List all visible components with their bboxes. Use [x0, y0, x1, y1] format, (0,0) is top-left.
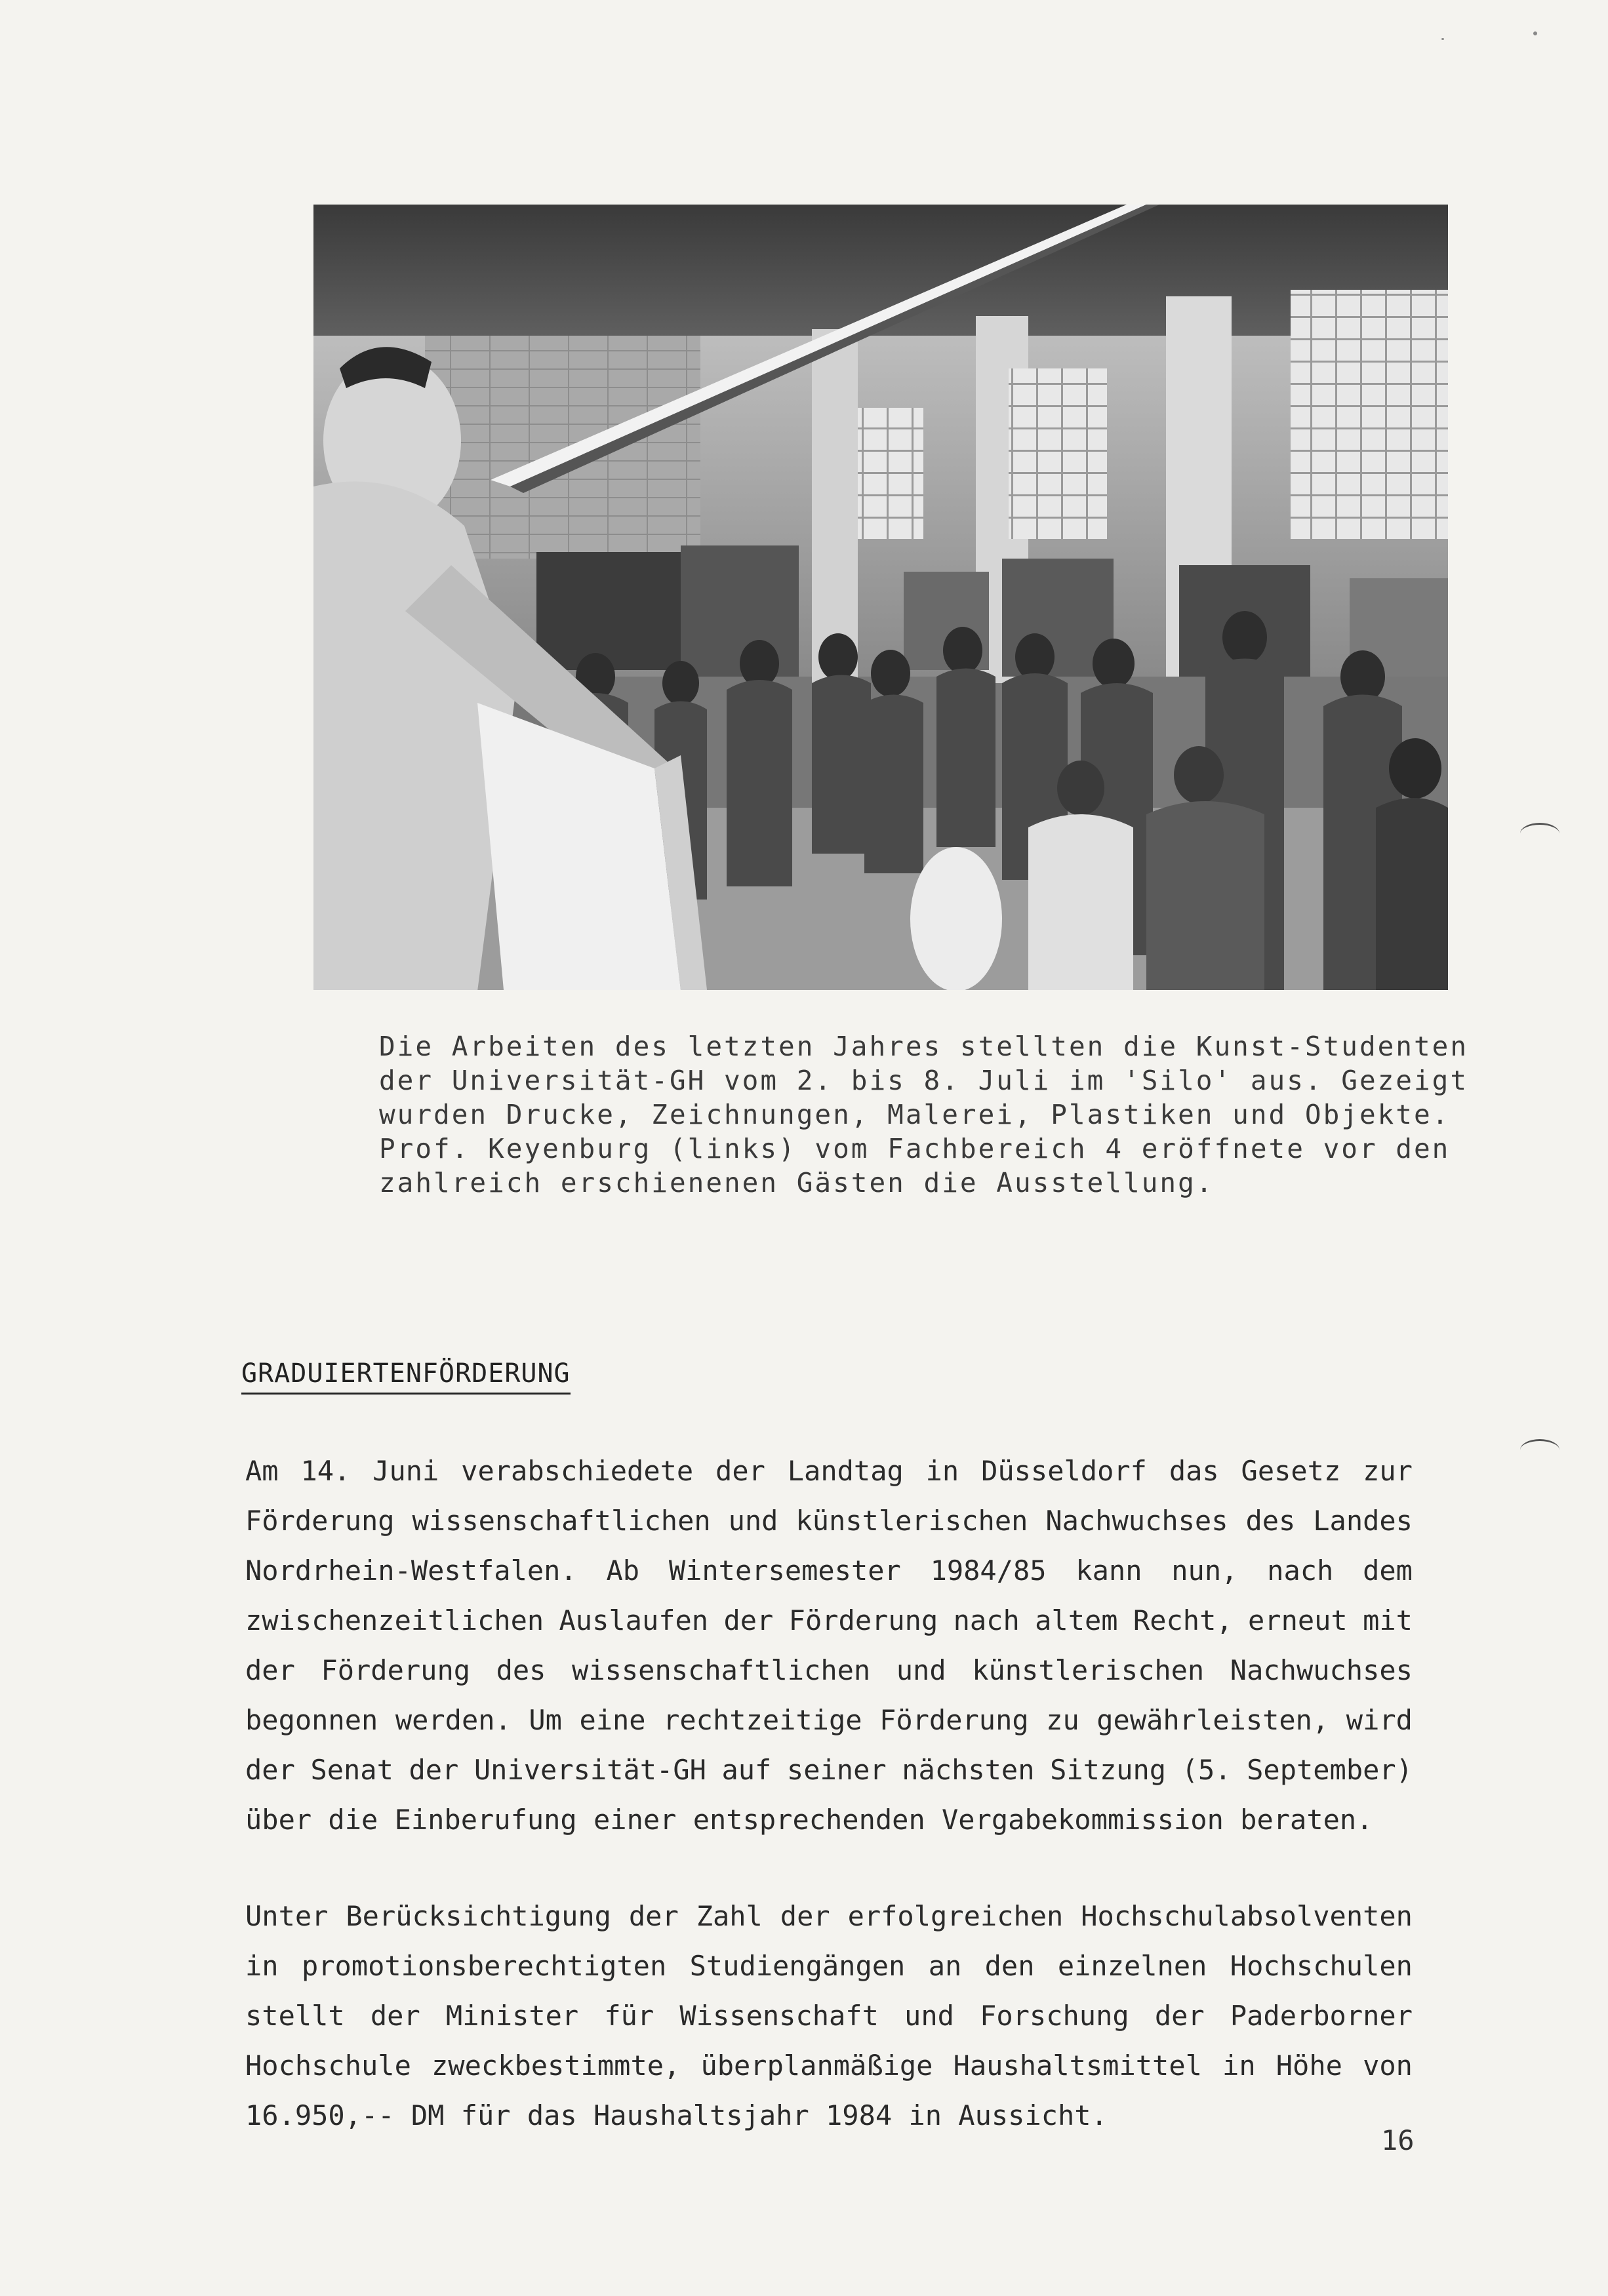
exhibition-photo-drawing [313, 205, 1448, 990]
word: verabschiedete [461, 1455, 694, 1487]
word: der [245, 1754, 295, 1786]
body-paragraph [245, 1891, 1413, 2141]
word: rechtzeitige [663, 1704, 862, 1736]
word: der [715, 1455, 765, 1487]
word: Universität-GH [473, 1754, 706, 1786]
caption-line: der Universität-GH vom 2. bis 8. Juli im 'Silo' aus. Gezeigt [379, 1065, 1469, 1096]
word: der [245, 1654, 295, 1686]
word: für [604, 2000, 654, 2032]
caption-line: wurden Drucke, Zeichnungen, Malerei, Plastiken und Objekte. [379, 1099, 1451, 1130]
word: Unter [245, 1900, 329, 1932]
word: Berücksichtigung [346, 1900, 611, 1932]
paragraph-line [245, 1446, 1413, 1496]
word: Hochschulabsolventen [1081, 1900, 1413, 1932]
paragraph-line: über die Einberufung einer entsprechenden Vergabekommission beraten. [245, 1804, 1373, 1836]
word: dem [1363, 1554, 1413, 1587]
word: Ab [606, 1554, 640, 1587]
word: Wissenschaft [679, 2000, 879, 2032]
word: und [904, 2000, 954, 2032]
paragraph-line [245, 1941, 1413, 1991]
word: das [1169, 1455, 1219, 1487]
word: Haushaltsmittel [953, 2049, 1202, 2082]
word: wird [1346, 1704, 1413, 1736]
word: auf [721, 1754, 772, 1786]
word: von [1363, 2049, 1413, 2082]
word: Gesetz [1241, 1455, 1341, 1487]
word: Auslaufen [559, 1604, 709, 1636]
word: der [628, 1900, 679, 1932]
word: zwischenzeitlichen [245, 1604, 544, 1636]
word: der [723, 1604, 774, 1636]
word: einzelnen [1057, 1950, 1207, 1982]
word: zur [1363, 1455, 1413, 1487]
exhibition-photo [313, 205, 1448, 990]
paragraph-line [245, 1695, 1413, 1745]
word: seiner [786, 1754, 887, 1786]
word: Sitzung [1050, 1754, 1167, 1786]
paragraph-line: 16.950,-- DM für das Haushaltsjahr 1984 in Aussicht. [245, 2099, 1108, 2131]
paragraph-line [245, 1596, 1413, 1646]
word: Nachwuchses [1045, 1505, 1228, 1537]
word: altem [1035, 1604, 1118, 1636]
word: gewährleisten, [1096, 1704, 1329, 1736]
word: Paderborner [1230, 2000, 1413, 2032]
word: und [896, 1654, 946, 1686]
caption-line: Die Arbeiten des letzten Jahres stellten die Kunst-Studenten [379, 1031, 1469, 1062]
word: in [925, 1455, 959, 1487]
word: Um [529, 1704, 562, 1736]
word: Senat [310, 1754, 393, 1786]
word: der [409, 1754, 459, 1786]
page-number: 16 [1381, 2124, 1415, 2156]
word: Hochschule [245, 2049, 411, 2082]
word: Förderung [321, 1654, 471, 1686]
word: 14. [300, 1455, 351, 1487]
word: Forschung [980, 2000, 1129, 2032]
word: nach [1267, 1554, 1334, 1587]
scan-speck [1533, 31, 1537, 35]
punch-hole-mark [1520, 823, 1559, 844]
word: Wintersemester [668, 1554, 901, 1587]
word: der [1154, 2000, 1205, 2032]
word: künstlerischen [795, 1505, 1028, 1537]
word: wissenschaftlichen [412, 1505, 711, 1537]
word: Zahl [696, 1900, 763, 1932]
paragraph-line [245, 1496, 1413, 1546]
word: Düsseldorf [981, 1455, 1147, 1487]
word: Höhe [1276, 2049, 1342, 2082]
punch-hole-mark [1520, 1439, 1559, 1461]
word: begonnen [245, 1704, 378, 1736]
caption-line: zahlreich erschienenen Gästen die Ausstellung. [379, 1167, 1215, 1198]
word: eine [579, 1704, 646, 1736]
section-heading: GRADUIERTENFÖRDERUNG [241, 1358, 571, 1395]
word: mit [1363, 1604, 1413, 1636]
word: promotionsberechtigten [301, 1950, 667, 1982]
word: an [928, 1950, 962, 1982]
word: künstlerischen [972, 1654, 1205, 1686]
scan-speck [1441, 38, 1444, 40]
word: Nordrhein-Westfalen. [245, 1554, 577, 1587]
word: wissenschaftlichen [572, 1654, 871, 1686]
word: Förderung [879, 1704, 1029, 1736]
word: erfolgreichen [847, 1900, 1064, 1932]
word: Hochschulen [1230, 1950, 1413, 1982]
word: Minister [445, 2000, 579, 2032]
word: nächsten [902, 1754, 1035, 1786]
word: und [728, 1505, 778, 1537]
word: des [1245, 1505, 1296, 1537]
word: Juni [372, 1455, 439, 1487]
word: in [1222, 2049, 1256, 2082]
word: zweckbestimmte, [432, 2049, 681, 2082]
word: erneut [1248, 1604, 1348, 1636]
word: den [984, 1950, 1035, 1982]
word: stellt [245, 2000, 345, 2032]
word: Studiengängen [689, 1950, 906, 1982]
word: 1984/85 [930, 1554, 1047, 1587]
word: der [780, 1900, 830, 1932]
paragraph-line [245, 1891, 1413, 1941]
caption-line: Prof. Keyenburg (links) vom Fachbereich 4 eröffnete vor den [379, 1133, 1451, 1164]
word: nach [953, 1604, 1020, 1636]
word: Landtag [787, 1455, 904, 1487]
word: nun, [1171, 1554, 1238, 1587]
paragraph-line [245, 1546, 1413, 1596]
word: September) [1247, 1754, 1413, 1786]
paragraph-line [245, 1646, 1413, 1695]
word: Recht, [1133, 1604, 1233, 1636]
word: des [496, 1654, 546, 1686]
word: Förderung [245, 1505, 395, 1537]
word: kann [1075, 1554, 1142, 1587]
paragraph-line [245, 1745, 1413, 1795]
paragraph-line [245, 1991, 1413, 2041]
word: Förderung [788, 1604, 938, 1636]
paragraph-line [245, 2041, 1413, 2091]
word: zu [1046, 1704, 1079, 1736]
photo-caption [379, 1029, 1469, 1200]
word: werden. [395, 1704, 512, 1736]
word: überplanmäßige [700, 2049, 933, 2082]
word: Nachwuchses [1230, 1654, 1413, 1686]
word: (5. [1181, 1754, 1232, 1786]
word: in [245, 1950, 279, 1982]
word: der [370, 2000, 420, 2032]
body-paragraph [245, 1446, 1413, 1845]
word: Landes [1313, 1505, 1413, 1537]
word: Am [245, 1455, 279, 1487]
